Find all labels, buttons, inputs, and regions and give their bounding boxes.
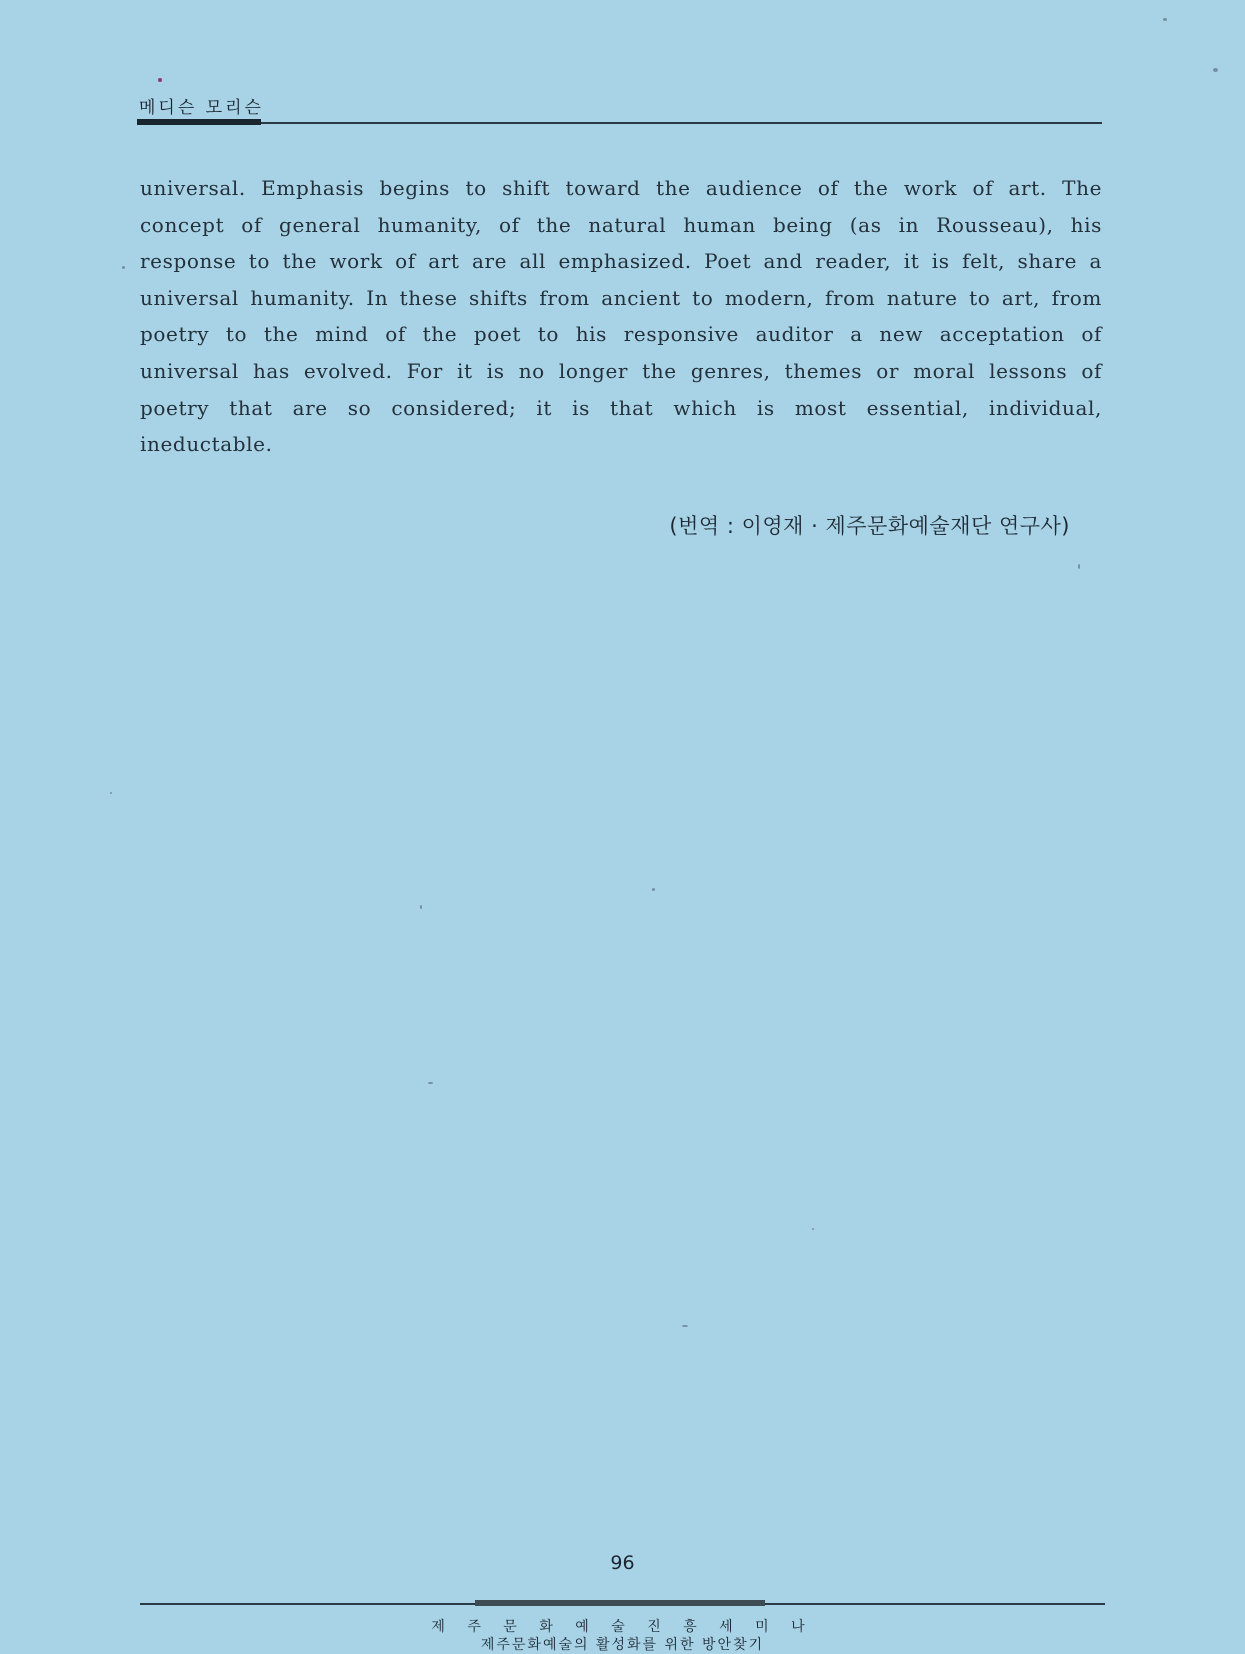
body-line: concept of general humanity, of the natural human being (as in Rousseau), his	[140, 212, 1102, 237]
footer-rule-accent	[475, 1600, 765, 1606]
header-rule	[137, 122, 1102, 124]
scan-speck	[1078, 564, 1080, 569]
body-line: universal. Emphasis begins to shift toward the audience of the work of art. The	[140, 176, 1102, 200]
scan-speck	[812, 1228, 814, 1230]
body-line: poetry to the mind of the poet to his responsive auditor a new acceptation of	[140, 322, 1102, 347]
header-rule-accent	[137, 119, 261, 125]
page-header	[137, 96, 1102, 124]
running-title: 메디슨 모리슨	[139, 98, 264, 118]
scan-speck	[682, 1325, 688, 1327]
footer-subtitle: 제주문화예술의 활성화를 위한 방안찾기	[480, 1637, 765, 1653]
scan-speck	[1163, 18, 1167, 21]
footer-rule	[140, 1603, 1105, 1605]
translator-credit: (번역 : 이영재 · 제주문화예술재단 연구사)	[669, 514, 1070, 538]
body-line: ineductable.	[140, 432, 273, 457]
margin-mark	[158, 78, 162, 82]
footer-series-title: 제 주 문 화 예 술 진 흥 세 미 나	[431, 1619, 814, 1635]
body-line: universal humanity. In these shifts from ancient to modern, from nature to art, from	[140, 285, 1102, 310]
body-line: response to the work of art are all emphasized. Poet and reader, it is felt, share a	[140, 249, 1102, 274]
body-line: poetry that are so considered; it is that which is most essential, individual,	[140, 395, 1102, 420]
scan-speck	[122, 266, 125, 269]
scan-speck	[428, 1082, 433, 1084]
scan-speck	[420, 905, 422, 909]
page-number: 96	[610, 1552, 635, 1574]
scan-speck	[652, 888, 655, 891]
body-line: universal has evolved. For it is no longer the genres, themes or moral lessons of	[140, 358, 1102, 383]
scan-speck	[1213, 68, 1218, 72]
scan-speck	[110, 792, 112, 794]
body-paragraph	[140, 170, 1102, 463]
